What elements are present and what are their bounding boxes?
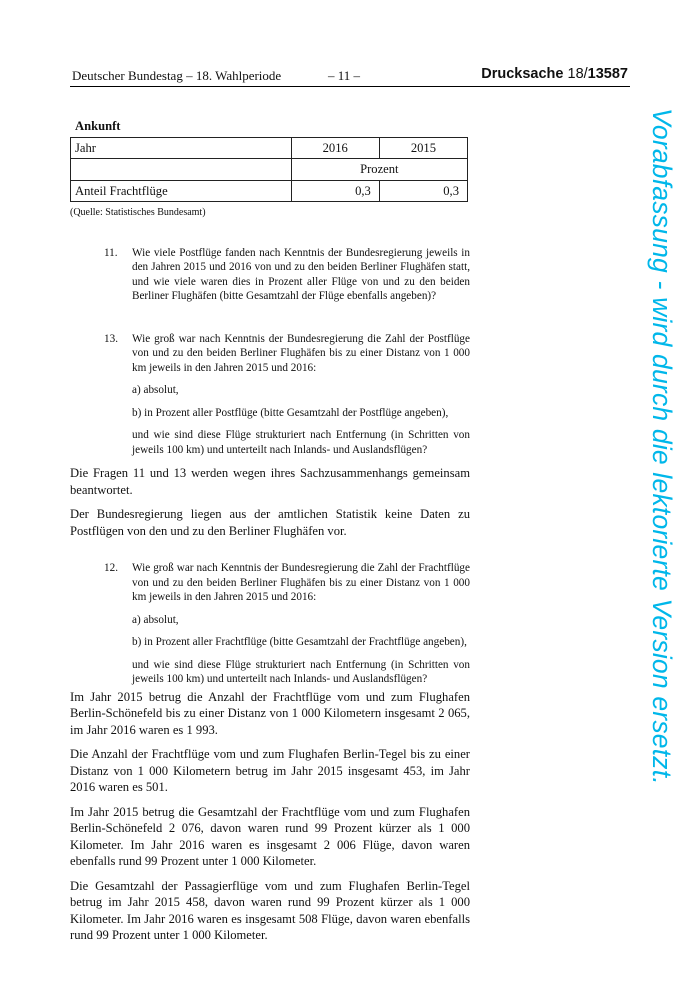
question-number: 12. bbox=[104, 562, 118, 574]
document-prefix: 18/ bbox=[567, 66, 588, 82]
table-unit-empty bbox=[71, 159, 292, 181]
document-label: Drucksache bbox=[481, 66, 564, 82]
answer-paragraph: Im Jahr 2015 betrug die Gesamtzahl der Frachtflüge vom und zum Flughafen Berlin-Schönefeld 2 076, davon waren rund 99 Prozent kürzer als 1 000 Kilometer. Im Jahr 2016 waren es insgesamt 2 006 Flüge, davon waren ebenfalls rund 99 Prozent unter 1 000 Kilometer. bbox=[70, 804, 470, 868]
table-header-label: Jahr bbox=[71, 137, 292, 159]
table-header-row bbox=[71, 137, 468, 159]
question-13 bbox=[104, 332, 470, 458]
question-text: Wie groß war nach Kenntnis der Bundesregierung die Zahl der Postflüge von und zu den beiden Berliner Flughäfen bis zu einer Distanz von 1 000 km jeweils in den Jahren 2015 und 2016: bbox=[132, 332, 470, 374]
question-item-b: b) in Prozent aller Postflüge (bitte Gesamtzahl der Postflüge angeben), bbox=[132, 406, 449, 419]
table-year-2015: 2015 bbox=[379, 137, 467, 159]
table-source: (Quelle: Statistisches Bundesamt) bbox=[70, 207, 206, 218]
answer-paragraph: Im Jahr 2015 betrug die Anzahl der Frachtflüge vom und zum Flughafen Berlin-Schönefeld bis zu einer Distanz von 1 000 Kilometern insgesamt 2 065, im Jahr 2016 waren es 1 993. bbox=[70, 689, 470, 737]
question-item-c: und wie sind diese Flüge strukturiert nach Entfernung (in Schritten von jeweils 100 km) und unterteilt nach Inlands- und Auslandsflügen? bbox=[132, 658, 470, 685]
table-unit-row bbox=[71, 159, 468, 181]
document-id: 13587 bbox=[587, 66, 628, 82]
question-item-c: und wie sind diese Flüge strukturiert nach Entfernung (in Schritten von jeweils 100 km) und unterteilt nach Inlands- und Auslandsflügen? bbox=[132, 429, 470, 456]
page-number: – 11 – bbox=[328, 68, 361, 83]
draft-watermark: Vorabfassung - wird durch die lektorierte Version ersetzt. bbox=[647, 108, 677, 785]
page-header bbox=[70, 68, 630, 87]
answer-paragraph: Die Fragen 11 und 13 werden wegen ihres Sachzusammenhangs gemeinsam beantwortet. bbox=[70, 466, 470, 497]
table-year-2016: 2016 bbox=[291, 137, 379, 159]
answer-paragraph: Die Gesamtzahl der Passagierflüge vom und zum Flughafen Berlin-Tegel betrug im Jahr 2015 458, davon waren rund 99 Prozent kürzer als 1 000 Kilometer. Im Jahr 2016 waren es insgesamt 508 Flüge, davon waren ebenfalls rund 99 Prozent unter 1 000 Kilometer. bbox=[70, 878, 470, 942]
document-number bbox=[481, 66, 628, 82]
table-cell-2016: 0,3 bbox=[291, 180, 379, 202]
question-number: 11. bbox=[104, 246, 118, 259]
question-item-a: a) absolut, bbox=[132, 613, 179, 626]
table-unit: Prozent bbox=[291, 159, 467, 181]
question-number: 13. bbox=[104, 332, 118, 345]
question-12 bbox=[104, 561, 470, 687]
table-row-label: Anteil Frachtflüge bbox=[71, 180, 292, 202]
answer-paragraph: Die Anzahl der Frachtflüge vom und zum Flughafen Berlin-Tegel bis zu einer Distanz von 1 000 Kilometern betrug im Jahr 2015 insgesamt 453, im Jahr 2016 waren es 501. bbox=[70, 747, 470, 794]
question-text: Wie viele Postflüge fanden nach Kenntnis der Bundesregierung jeweils in den Jahren 2015 und 2016 von und zu den beiden Berliner Flughäfen statt, und wie viele waren dies in Prozent aller Flüge von und zu den beiden Berliner Flughäfen (bitte Gesamtzahl der Flüge ebenfalls angeben)? bbox=[132, 246, 470, 302]
table-cell-2015: 0,3 bbox=[379, 180, 467, 202]
question-11 bbox=[104, 246, 470, 304]
page-body bbox=[70, 118, 470, 952]
table-title: Ankunft bbox=[75, 119, 121, 133]
freight-share-table bbox=[70, 137, 468, 203]
table-row bbox=[71, 180, 468, 202]
header-parliament: Deutscher Bundestag – 18. Wahlperiode bbox=[72, 68, 282, 83]
question-text: Wie groß war nach Kenntnis der Bundesregierung die Zahl der Frachtflüge von und zu den beiden Berliner Flughäfen bis zu einer Distanz von 1 000 km jeweils in den Jahren 2015 und 2016: bbox=[132, 562, 470, 603]
answer-paragraph: Der Bundesregierung liegen aus der amtlichen Statistik keine Daten zu Postflügen von den und zu den Berliner Flughäfen vor. bbox=[70, 507, 470, 538]
question-item-b: b) in Prozent aller Frachtflüge (bitte Gesamtzahl der Frachtflüge angeben), bbox=[132, 636, 467, 648]
question-item-a: a) absolut, bbox=[132, 384, 179, 396]
